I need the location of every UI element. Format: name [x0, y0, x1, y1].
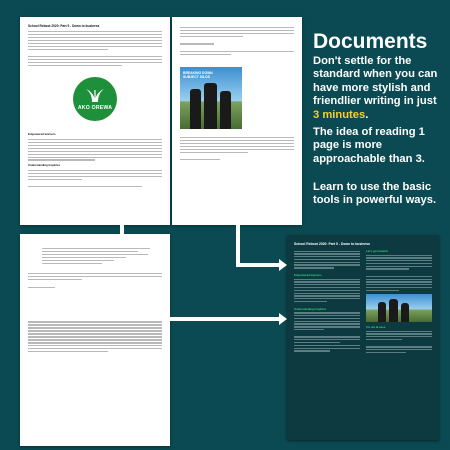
panel-lead-highlight: 3 minutes — [313, 108, 366, 121]
document-page-3 — [20, 234, 170, 446]
document-page-1 — [20, 17, 170, 225]
panel-lead — [313, 55, 441, 122]
silos-photo — [180, 67, 242, 129]
document-page-2 — [172, 17, 302, 225]
page4-heading-empowered: Empowered learners — [294, 273, 322, 278]
page1-heading-inquiries: Understanding Inquiries — [28, 163, 61, 168]
panel-title: Documents — [313, 30, 428, 53]
panel-lead-end: . — [365, 108, 369, 121]
panel-learn: Learn to use the basic tools in powerful ways. — [313, 181, 437, 207]
arrow-down-2 — [236, 225, 240, 265]
page4-heading-ease: I'm not at ease. — [366, 325, 387, 330]
page4-heading-inquiries: Understanding Inquiries — [294, 306, 327, 311]
arrow-right-2 — [236, 263, 280, 267]
photo-caption: BREAKING DOWN SUBJECT SILOS — [183, 71, 213, 79]
page1-intro-lines — [28, 31, 162, 67]
page1-title: School Reboot 2020: Part 5 - Down to business — [28, 24, 100, 28]
logo-text: AKO OREWA — [77, 105, 113, 111]
page4-silos-photo — [366, 294, 432, 322]
document-page-4-styled — [287, 235, 439, 440]
arrow-head-3 — [279, 313, 287, 325]
arrow-down-1 — [120, 225, 124, 234]
ako-orewa-logo — [73, 77, 117, 121]
arrow-right-3 — [170, 317, 280, 321]
page4-title: School Reboot 2020: Part 5 - Down to business — [294, 242, 370, 246]
page4-heading-forward: Let's go forward — [366, 249, 388, 253]
page1-heading-empowered: Empowered learners — [28, 132, 56, 136]
fern-icon — [84, 87, 106, 103]
panel-lead-text: Don't settle for the standard when you can have more stylish and friendlier writing in just — [313, 55, 438, 108]
panel-idea: The idea of reading 1 page is more approachable than 3. — [313, 126, 425, 165]
arrow-head-2 — [279, 259, 287, 271]
